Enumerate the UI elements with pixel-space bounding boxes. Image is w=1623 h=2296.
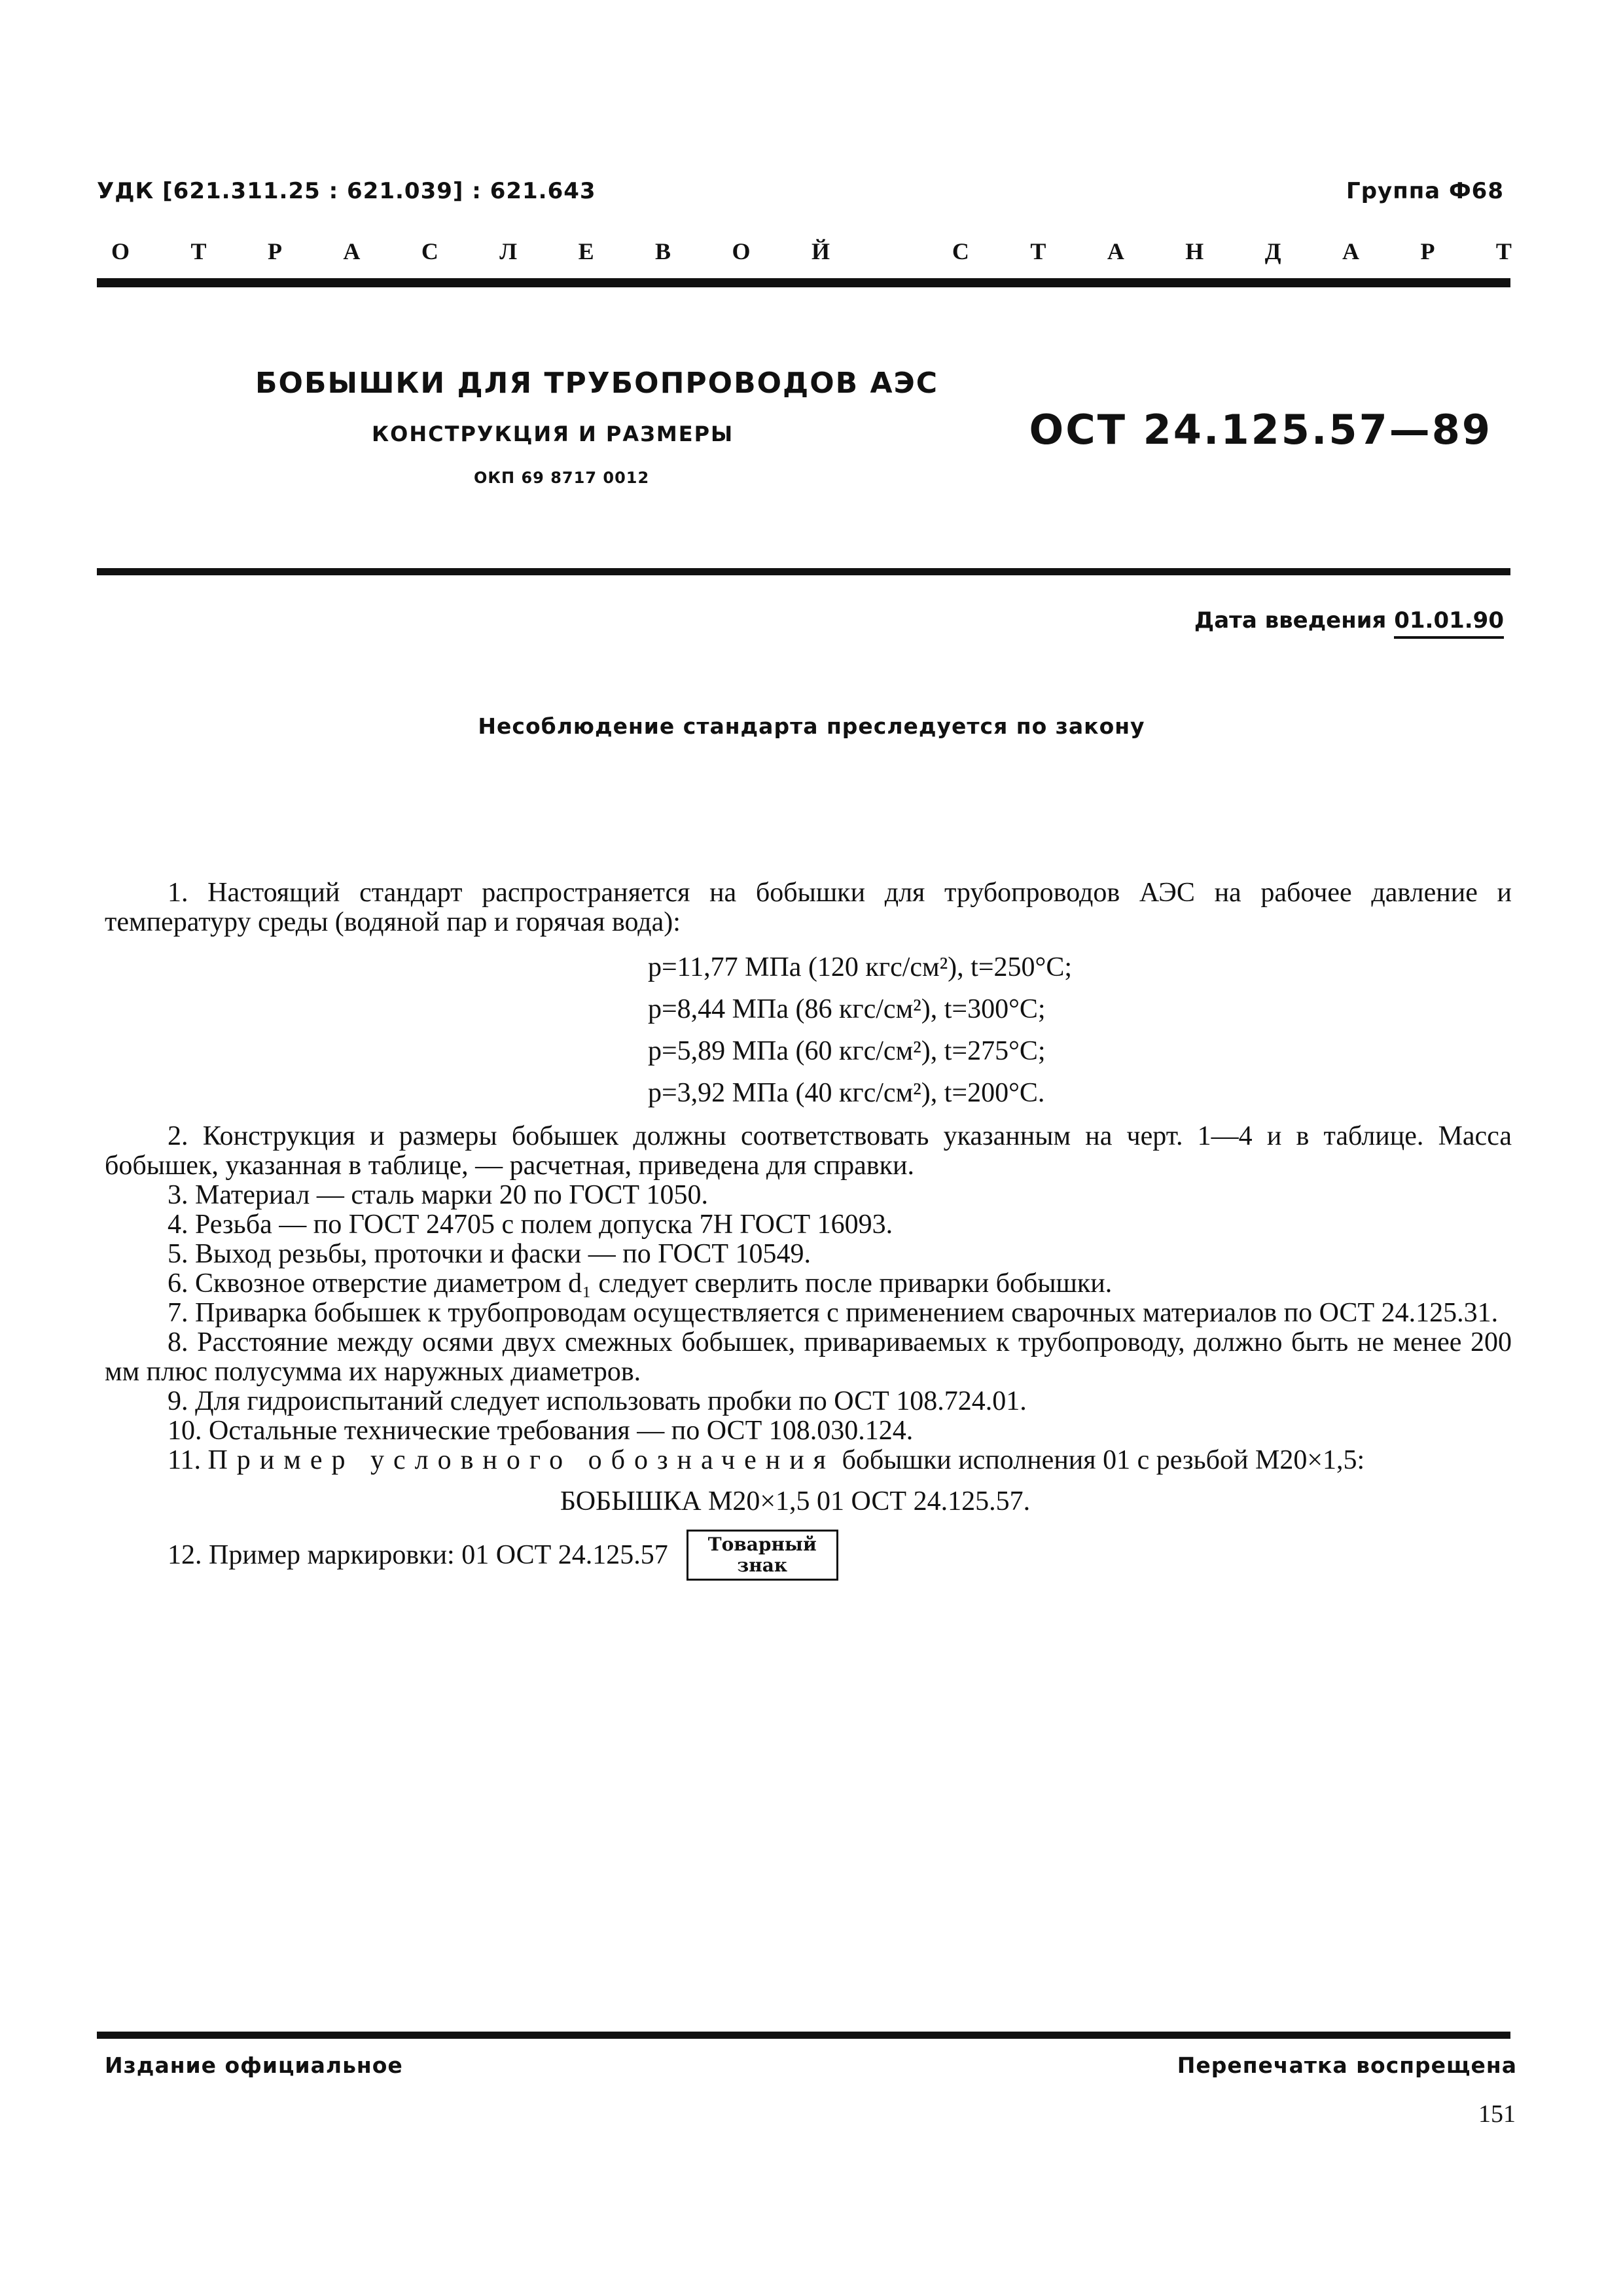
clause-2: 2. Конструкция и размеры бобышек должны соответствовать указанным на черт. 1—4 и в таблице. Масса бобышек, указанная в таблице, — расчетная, приведена для справки. (105, 1121, 1512, 1181)
document-title: БОБЫШКИ ДЛЯ ТРУБОПРОВОДОВ АЭС (255, 367, 939, 400)
condition-line: p=8,44 МПа (86 кгс/см²), t=300°C; (648, 994, 1046, 1024)
reprint-notice: Перепечатка воспрещена (1177, 2053, 1517, 2078)
condition-line: p=11,77 МПа (120 кгс/см²), t=250°C; (648, 952, 1073, 982)
clause-5: 5. Выход резьбы, проточки и фаски — по ГОСТ 10549. (168, 1239, 812, 1269)
law-notice: Несоблюдение стандарта преследуется по закону (478, 713, 1145, 739)
effective-date-value: 01.01.90 (1394, 607, 1504, 639)
clause-11-text: бобышки исполнения 01 с резьбой М20×1,5: (842, 1445, 1365, 1475)
banner-letter: С (421, 238, 438, 264)
banner-letter: Й (811, 238, 830, 264)
designation-example: БОБЫШКА М20×1,5 01 ОСТ 24.125.57. (560, 1486, 1031, 1516)
operating-conditions-list (648, 946, 1512, 1114)
clause-7: 7. Приварка бобышек к трубопроводам осуществляется с применением сварочных материалов по ОСТ 24.125.31. (168, 1298, 1499, 1328)
standard-type-banner (111, 238, 1512, 265)
banner-letter: Т (190, 238, 207, 264)
standard-number: ОСТ 24.125.57—89 (1029, 406, 1492, 454)
udk-code: УДК [621.311.25 : 621.039] : 621.643 (97, 178, 596, 204)
banner-letter: О (732, 238, 751, 264)
document-body (105, 878, 1512, 1581)
clause-11-emphasis: Пример условного обозначения (207, 1445, 836, 1475)
group-code: Группа Ф68 (1346, 178, 1504, 204)
clause-11 (105, 1446, 1512, 1475)
clause-4: 4. Резьба — по ГОСТ 24705 с полем допуска 7H ГОСТ 16093. (168, 1210, 893, 1240)
edition-note: Издание официальное (105, 2053, 403, 2078)
page-number: 151 (1478, 2100, 1516, 2128)
banner-letter: Л (499, 238, 518, 264)
banner-letter: Н (1185, 238, 1204, 264)
banner-letter: Р (267, 238, 282, 264)
banner-letter: Р (1420, 238, 1435, 264)
condition-line: p=3,92 МПа (40 кгс/см²), t=200°C. (648, 1078, 1045, 1108)
banner-letter: Т (1495, 238, 1512, 264)
trademark-label-line1: Товарный (707, 1534, 817, 1555)
banner-letter: С (952, 238, 969, 264)
condition-line: p=5,89 МПа (60 кгс/см²), t=275°C; (648, 1036, 1046, 1066)
top-rule (97, 278, 1510, 287)
banner-letter: Е (578, 238, 594, 264)
title-rule (97, 568, 1510, 575)
clause-3: 3. Материал — сталь марки 20 по ГОСТ 1050. (168, 1180, 709, 1210)
banner-letter: Д (1264, 238, 1281, 264)
clause-8: 8. Расстояние между осями двух смежных бобышек, привариваемых к трубопроводу, должно быть не менее 200 мм плюс полусумма их наружных диаметров. (105, 1327, 1512, 1387)
banner-letter: А (343, 238, 361, 264)
banner-letter: Т (1030, 238, 1046, 264)
clause-11-number: 11. (168, 1445, 201, 1475)
effective-date (1194, 607, 1504, 634)
clause-1: 1. Настоящий стандарт распространяется на бобышки для трубопроводов АЭС на рабочее давление и температуру среды (водяной пар и горячая вода): (105, 878, 1512, 937)
banner-letter: А (1107, 238, 1124, 264)
banner-letter: В (655, 238, 671, 264)
marking-example: 12. Пример маркировки: 01 ОСТ 24.125.57 (168, 1539, 668, 1570)
okp-code: ОКП 69 8717 0012 (474, 469, 650, 487)
clause-9: 9. Для гидроиспытаний следует использовать пробки по ОСТ 108.724.01. (168, 1386, 1027, 1416)
footer-rule (97, 2032, 1510, 2039)
document-subtitle: КОНСТРУКЦИЯ И РАЗМЕРЫ (372, 422, 734, 446)
clause-6: 6. Сквозное отверстие диаметром d₁ следует сверлить после приварки бобышки. (168, 1268, 1113, 1299)
banner-letter: А (1342, 238, 1359, 264)
effective-date-label: Дата введения (1194, 607, 1387, 634)
clause-10: 10. Остальные технические требования — по ОСТ 108.030.124. (168, 1416, 914, 1446)
trademark-label-line2: знак (737, 1554, 788, 1576)
banner-letter: О (111, 238, 130, 264)
trademark-box (687, 1530, 838, 1581)
clause-12 (168, 1530, 1512, 1581)
